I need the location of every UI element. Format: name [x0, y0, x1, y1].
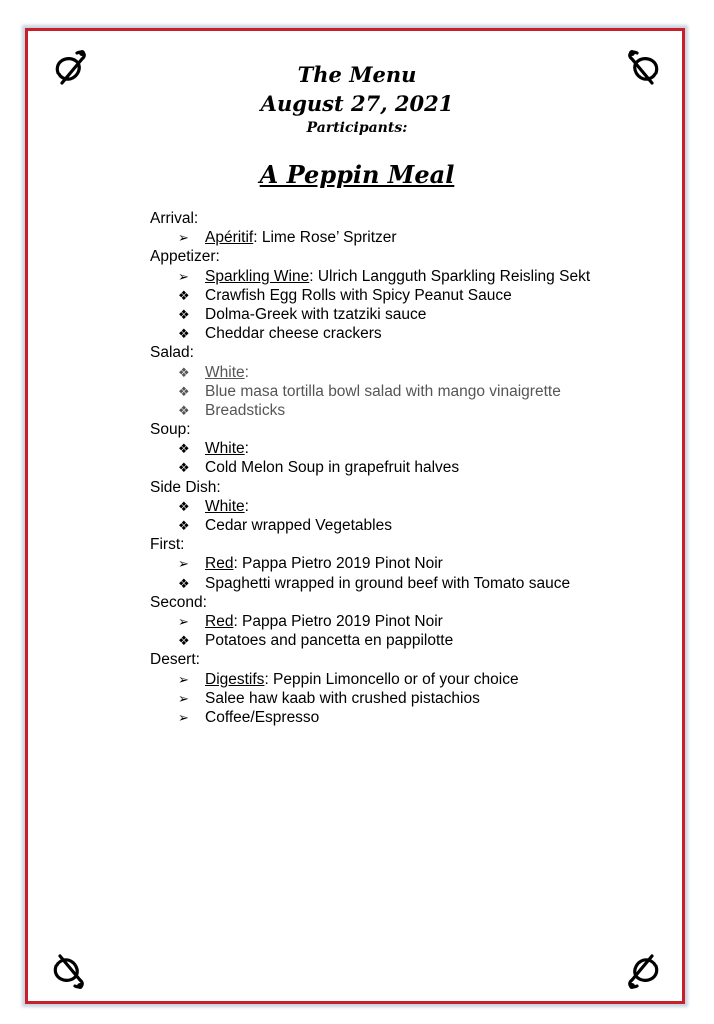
course-desert: Desert:	[150, 651, 200, 669]
item-lead: White	[205, 497, 245, 515]
diamond-bullet-icon: ❖	[178, 499, 190, 515]
list-item	[150, 267, 670, 286]
list-item	[150, 574, 670, 593]
list-item	[150, 516, 670, 535]
corner-logo-icon	[48, 952, 88, 992]
item-text: : Ulrich Langguth Sparkling Reisling Sekt	[309, 267, 591, 285]
arrow-bullet-icon: ➢	[178, 691, 189, 707]
item-text: :	[244, 497, 249, 515]
list-item	[150, 689, 670, 708]
arrow-bullet-icon: ➢	[178, 231, 189, 247]
list-item	[150, 305, 670, 324]
list-item	[150, 631, 670, 650]
diamond-bullet-icon: ❖	[178, 461, 190, 477]
diamond-bullet-icon: ❖	[178, 576, 190, 592]
course-arrival: Arrival:	[150, 210, 199, 227]
diamond-bullet-icon: ❖	[178, 288, 190, 304]
course-first: First:	[150, 536, 185, 554]
item-text: Cedar wrapped Vegetables	[205, 517, 392, 534]
list-item	[150, 554, 670, 573]
item-lead: White	[205, 363, 245, 381]
list-item	[150, 382, 670, 401]
diamond-bullet-icon: ❖	[178, 519, 190, 534]
list-item	[150, 401, 670, 420]
course-soup: Soup:	[150, 421, 191, 439]
diamond-bullet-icon: ❖	[178, 327, 190, 343]
item-text: Coffee/Espresso	[205, 708, 320, 726]
diamond-bullet-icon: ❖	[178, 384, 190, 400]
item-lead: White	[205, 440, 245, 458]
arrow-bullet-icon: ➢	[178, 557, 189, 573]
item-text: Spaghetti wrapped in ground beef with Tomato sauce	[205, 574, 571, 592]
item-text: Cheddar cheese crackers	[205, 325, 382, 343]
arrow-bullet-icon: ➢	[178, 269, 189, 285]
arrow-bullet-icon: ➢	[178, 614, 189, 630]
menu-date: August 27, 2021	[260, 91, 454, 116]
item-text: :	[244, 363, 249, 381]
list-item	[150, 708, 670, 727]
corner-logo-icon	[624, 952, 664, 992]
arrow-bullet-icon: ➢	[178, 710, 189, 726]
item-text: Salee haw kaab with crushed pistachios	[205, 689, 480, 707]
diamond-bullet-icon: ❖	[178, 365, 190, 381]
item-lead: Red	[205, 555, 234, 573]
item-text: Breadsticks	[205, 401, 286, 419]
list-item	[150, 497, 670, 516]
item-text: Crawfish Egg Rolls with Spicy Peanut Sauce	[205, 286, 512, 304]
item-text: : Lime Rose’ Spritzer	[253, 229, 397, 247]
item-text: : Pappa Pietro 2019 Pinot Noir	[233, 555, 443, 573]
diamond-bullet-icon: ❖	[178, 442, 190, 458]
list-item	[150, 670, 670, 689]
participants-label: Participants:	[306, 120, 408, 136]
list-item	[150, 228, 670, 247]
item-text: : Pappa Pietro 2019 Pinot Noir	[233, 612, 443, 630]
meal-title: A Peppin Meal	[259, 160, 455, 189]
item-text: Blue masa tortilla bowl salad with mango vinaigrette	[205, 382, 561, 400]
item-text: :	[244, 440, 249, 458]
course-appetizer: Appetizer:	[150, 248, 220, 266]
item-text: Dolma-Greek with tzatziki sauce	[205, 305, 427, 323]
course-second: Second:	[150, 593, 207, 611]
course-side-dish: Side Dish:	[150, 478, 221, 496]
diamond-bullet-icon: ❖	[178, 307, 190, 323]
item-text: : Peppin Limoncello or of your choice	[264, 670, 519, 688]
list-item	[150, 286, 670, 305]
list-item	[150, 324, 670, 343]
list-item	[150, 458, 670, 477]
item-lead: Red	[205, 612, 234, 630]
menu-list	[150, 209, 670, 727]
menu-title: The Menu	[297, 62, 417, 87]
item-lead: Digestifs	[205, 670, 265, 688]
diamond-bullet-icon: ❖	[178, 403, 190, 419]
item-lead: Sparkling Wine	[205, 267, 310, 285]
arrow-bullet-icon: ➢	[178, 672, 189, 688]
list-item	[150, 612, 670, 631]
list-item	[150, 363, 670, 382]
course-salad: Salad:	[150, 344, 194, 362]
item-text: Potatoes and pancetta en pappilotte	[205, 632, 454, 650]
diamond-bullet-icon: ❖	[178, 634, 190, 650]
item-lead: Apéritif	[205, 229, 254, 247]
item-text: Cold Melon Soup in grapefruit halves	[205, 459, 460, 477]
list-item	[150, 439, 670, 458]
